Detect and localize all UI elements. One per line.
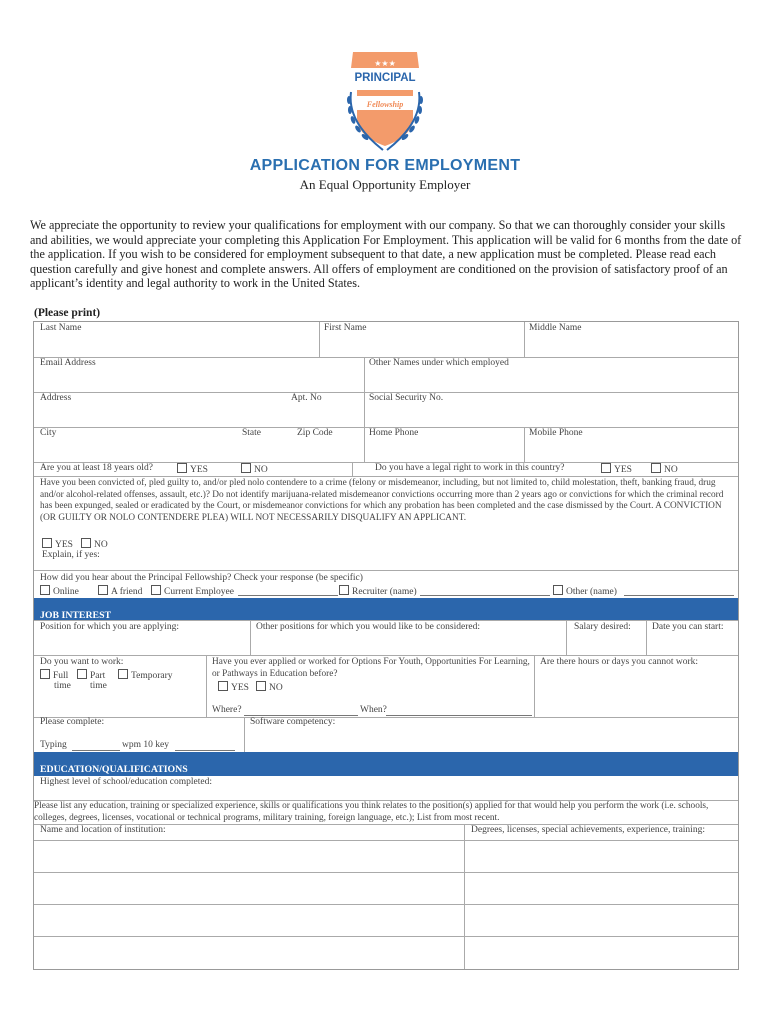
part-time-label: time (90, 681, 107, 691)
hours-cannot-work-label: Are there hours or days you cannot work: (540, 657, 699, 667)
conviction-question: Have you been convicted of, pled guilty to, and/or pled nolo contendere to a crime (felony or misdemeanor, including, but not limited to, child molestation, theft, banking fraud, drug and/or alcohol-related offenses, assault, etc.)? Do not identify marijuana-related misdemeanor convictions occurring more than 2 years ago or convictions for which the criminal record has been expunged, sealed or eradicated by the Court, or misdemeanor convictions for which any probation has been completed and the case dismissed by the Court. A CONVICTION (OR GUILTY OR NOLO CONTENDERE PLEA) WILL NOT NECESSARILY DISQUALIFY AN APPLICANT. (40, 478, 724, 523)
conviction-yes-checkbox[interactable] (42, 538, 52, 548)
education-row[interactable] (34, 872, 738, 873)
start-date-label: Date you can start: (652, 622, 724, 632)
address-label: Address (40, 393, 72, 403)
recruiter-label: Recruiter (name) (352, 587, 417, 597)
salary-label: Salary desired: (574, 622, 631, 632)
city-label: City (40, 428, 57, 438)
wpm-10key-label: wpm 10 key (122, 740, 169, 750)
highest-education-label: Highest level of school/education completed: (40, 777, 213, 787)
position-label: Position for which you are applying: (40, 622, 180, 632)
online-label: Online (53, 587, 79, 597)
explain-label: Explain, if yes: (42, 550, 100, 560)
applied-yes-checkbox[interactable] (218, 681, 228, 691)
software-competency-label: Software competency: (250, 717, 336, 727)
first-name-label: First Name (324, 323, 367, 333)
work-right-yes-label: YES (614, 465, 632, 475)
job-interest-band (34, 598, 738, 620)
page-subtitle: An Equal Opportunity Employer (299, 177, 471, 192)
page-title: APPLICATION FOR EMPLOYMENT (249, 157, 521, 174)
svg-text:★★★: ★★★ (374, 59, 396, 68)
education-heading: EDUCATION/QUALIFICATIONS (40, 764, 188, 775)
other-label: Other (name) (566, 587, 617, 597)
online-checkbox[interactable] (40, 585, 50, 595)
apt-no-label: Apt. No (291, 393, 322, 403)
intro-paragraph: We appreciate the opportunity to review your qualifications for employment with our company. So that we can thoroughly consider your skills and abilities, we would appreciate your completing this Application For Employment. This application will be valid for 6 months from the date of the application. If you wish to be considered for employment subsequent to that date, a new application must be completed. Please read each question carefully and give honest and complete answers. All offers of employment are conditioned on the provision of satisfactory proof of an applicant’s identity and legal authority to work in the United States. (30, 218, 742, 291)
zip-label: Zip Code (297, 428, 333, 438)
institution-column-header: Name and location of institution: (40, 825, 166, 835)
when-label: When? (360, 705, 387, 715)
age-yes-label: YES (190, 465, 208, 475)
state-label: State (242, 428, 261, 438)
applied-no-checkbox[interactable] (256, 681, 266, 691)
conviction-no-checkbox[interactable] (81, 538, 91, 548)
svg-text:Fellowship: Fellowship (366, 100, 404, 109)
current-employee-label: Current Employee (164, 587, 234, 597)
work-right-yes-checkbox[interactable] (601, 463, 611, 473)
full-label: Full (53, 671, 69, 681)
svg-text:PRINCIPAL: PRINCIPAL (354, 72, 416, 84)
please-print-label: (Please print) (34, 307, 101, 319)
email-label: Email Address (40, 358, 96, 368)
typing-label: Typing (40, 740, 67, 750)
referral-question: How did you hear about the Principal Fellowship? Check your response (be specific) (40, 573, 363, 583)
applied-no-label: NO (269, 683, 283, 693)
education-instructions: Please list any education, training or specialized experience, skills or qualifications you think relates to the position(s) applied for that would help you perform the work (i.e. schools, colleges, degrees, licenses, vocational or technical programs, military training, foreign language, etc.); List from most recent. (34, 801, 709, 823)
age-no-label: NO (254, 465, 268, 475)
age-yes-checkbox[interactable] (177, 463, 187, 473)
applied-before-question: Have you ever applied or worked for Options For Youth, Opportunities For Learning, or Pathways in Education before? (212, 657, 530, 679)
temporary-label: Temporary (131, 671, 173, 681)
want-to-work-label: Do you want to work: (40, 657, 124, 667)
please-complete-label: Please complete: (40, 717, 105, 727)
part-label: Part (90, 671, 106, 681)
conviction-yes-label: YES (55, 540, 73, 550)
age-question: Are you at least 18 years old? (40, 463, 153, 473)
conviction-no-label: NO (94, 540, 108, 550)
work-right-no-checkbox[interactable] (651, 463, 661, 473)
friend-label: A friend (111, 587, 143, 597)
where-label: Where? (212, 705, 242, 715)
part-time-checkbox[interactable] (77, 669, 87, 679)
recruiter-checkbox[interactable] (339, 585, 349, 595)
home-phone-label: Home Phone (369, 428, 419, 438)
education-row[interactable] (34, 936, 738, 937)
temporary-checkbox[interactable] (118, 669, 128, 679)
friend-checkbox[interactable] (98, 585, 108, 595)
other-checkbox[interactable] (553, 585, 563, 595)
education-row[interactable] (34, 904, 738, 905)
other-names-label: Other Names under which employed (369, 358, 509, 368)
ssn-label: Social Security No. (369, 393, 444, 403)
applied-yes-label: YES (231, 683, 249, 693)
age-no-checkbox[interactable] (241, 463, 251, 473)
job-interest-heading: JOB INTEREST (40, 610, 112, 621)
other-positions-label: Other positions for which you would like to be considered: (256, 622, 481, 632)
full-time-checkbox[interactable] (40, 669, 50, 679)
principal-fellowship-logo (343, 44, 427, 154)
middle-name-label: Middle Name (529, 323, 582, 333)
last-name-label: Last Name (40, 323, 82, 333)
mobile-phone-label: Mobile Phone (529, 428, 583, 438)
current-employee-checkbox[interactable] (151, 585, 161, 595)
application-form (33, 321, 739, 970)
full-time-label: time (54, 681, 71, 691)
work-right-question: Do you have a legal right to work in this country? (375, 463, 565, 473)
degrees-column-header: Degrees, licenses, special achievements, experience, training: (471, 825, 705, 835)
work-right-no-label: NO (664, 465, 678, 475)
